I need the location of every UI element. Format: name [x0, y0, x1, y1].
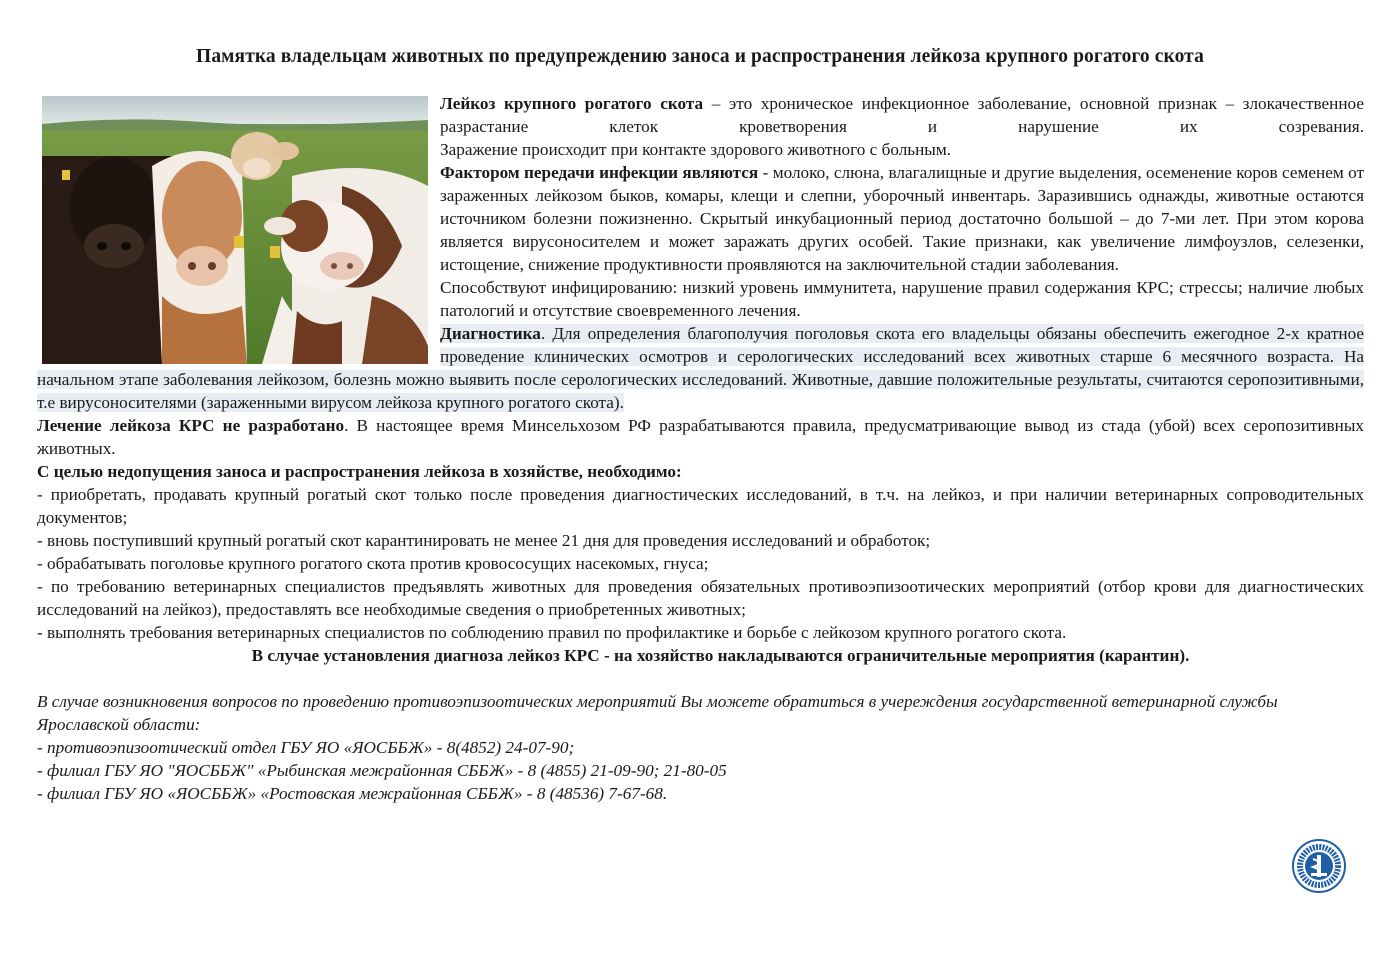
- contact-item: - филиал ГБУ ЯО «ЯОСББЖ» «Ростовская межрайонная СББЖ» - 8 (48536) 7-67-68.: [37, 784, 668, 803]
- treatment-paragraph: [37, 414, 1364, 460]
- factors-label: Фактором передачи инфекции являются: [440, 163, 759, 182]
- factors-text: - молоко, слюна, влагалищные и другие выделения, осеменение коров семенем от зараженных лейкозом быков, комары, клещи и слепни, уборочный инвентарь. Заразившись однажды, животные остаются источником болезни пожизненно. Скрытый инкубационный период достаточно большой – до 7-ми лет. При этом корова является вирусоносителем и может заражать других особей. Такие признаки, как увеличение лимфоузлов, селезенки, истощение, снижение продуктивности проявляются на заключительной стадии заболевания.: [440, 163, 1364, 274]
- requirements-heading: [37, 460, 1364, 483]
- contacts-intro: В случае возникновения вопросов по проведению противоэпизоотических мероприятий Вы можете обратиться в учереждения государственной ветеринарной службы Ярославской области:: [37, 692, 1278, 734]
- diagnostics-label: Диагностика: [440, 324, 541, 343]
- contact-item: - филиал ГБУ ЯО "ЯОСББЖ" «Рыбинская межрайонная СББЖ» - 8 (4855) 21-09-90; 21-80-05: [37, 761, 727, 780]
- cows-photo-drawing: [42, 96, 428, 364]
- requirement-item: - обрабатывать поголовье крупного рогатого скота против кровососущих насекомых, гнуса;: [37, 554, 709, 573]
- requirement-item: - выполнять требования ветеринарных специалистов по соблюдению правил по профилактике и борьбе с лейкозом крупного рогатого скота.: [37, 623, 1067, 642]
- treatment-text: . В настоящее время Минсельхозом РФ разрабатываются правила, предусматривающие вывод из стада (убой) всех серопозитивных животных.: [37, 416, 1364, 458]
- contacts-block: [37, 690, 1364, 805]
- requirement-item: - вновь поступивший крупный рогатый скот карантинировать не менее 21 дня для проведения исследований и обработок;: [37, 531, 931, 550]
- cows-photo: [42, 96, 428, 364]
- requirement-item: - приобретать, продавать крупный рогатый скот только после проведения диагностических исследований, в т.ч. на лейкоз, и при наличии ветеринарных сопроводительных документов;: [37, 485, 1364, 527]
- contact-item: - противоэпизоотический отдел ГБУ ЯО «ЯОСББЖ» - 8(4852) 24-07-90;: [37, 738, 575, 757]
- document-body: [37, 92, 1364, 805]
- treatment-label: Лечение лейкоза КРС не разработано: [37, 416, 345, 435]
- intro-term: Лейкоз крупного рогатого скота: [440, 94, 704, 113]
- quarantine-notice: В случае установления диагноза лейкоз КРС - на хозяйство накладываются ограничительные мероприятия (карантин).: [251, 646, 1190, 665]
- page-title: Памятка владельцам животных по предупреждению заноса и распространения лейкоза крупного рогатого скота: [196, 46, 1204, 67]
- intro-definition: – это хроническое инфекционное заболевание, основной признак – злокачественное разрастание клеток кроветворения и нарушение их созревания.: [440, 94, 1364, 136]
- requirement-item: - по требованию ветеринарных специалистов предъявлять животных для проведения обязательных противоэпизоотических мероприятий (отбор крови для диагностических исследований на лейкоз), предоставлять все необходимые сведения о приобретенных животных;: [37, 577, 1364, 619]
- veterinary-service-emblem-icon: [1292, 839, 1346, 893]
- contributing-paragraph: Способствуют инфицированию: низкий уровень иммунитета, нарушение правил содержания КРС; стрессы; наличие любых патологий и отсутствие своевременного лечения.: [440, 278, 1364, 320]
- spacer: [37, 667, 1364, 690]
- requirements-heading-text: С целью недопущения заноса и распространения лейкоза в хозяйстве, необходимо:: [37, 462, 682, 481]
- infection-paragraph: Заражение происходит при контакте здорового животного с больным.: [440, 140, 952, 159]
- diagnostics-text: . Для определения благополучия поголовья скота его владельцы обязаны обеспечить ежегодное 2-х кратное проведение клинических осмотров и серологических исследований всех животных старше 6 месячного возраста. На начальном этапе заболевания лейкозом, болезнь можно выявить после серологических исследований. Животные, давшие положительные результаты, считаются серопозитивными, т.е вирусоносителями (зараженными вирусом лейкоза крупного рогатого скота).: [37, 324, 1364, 412]
